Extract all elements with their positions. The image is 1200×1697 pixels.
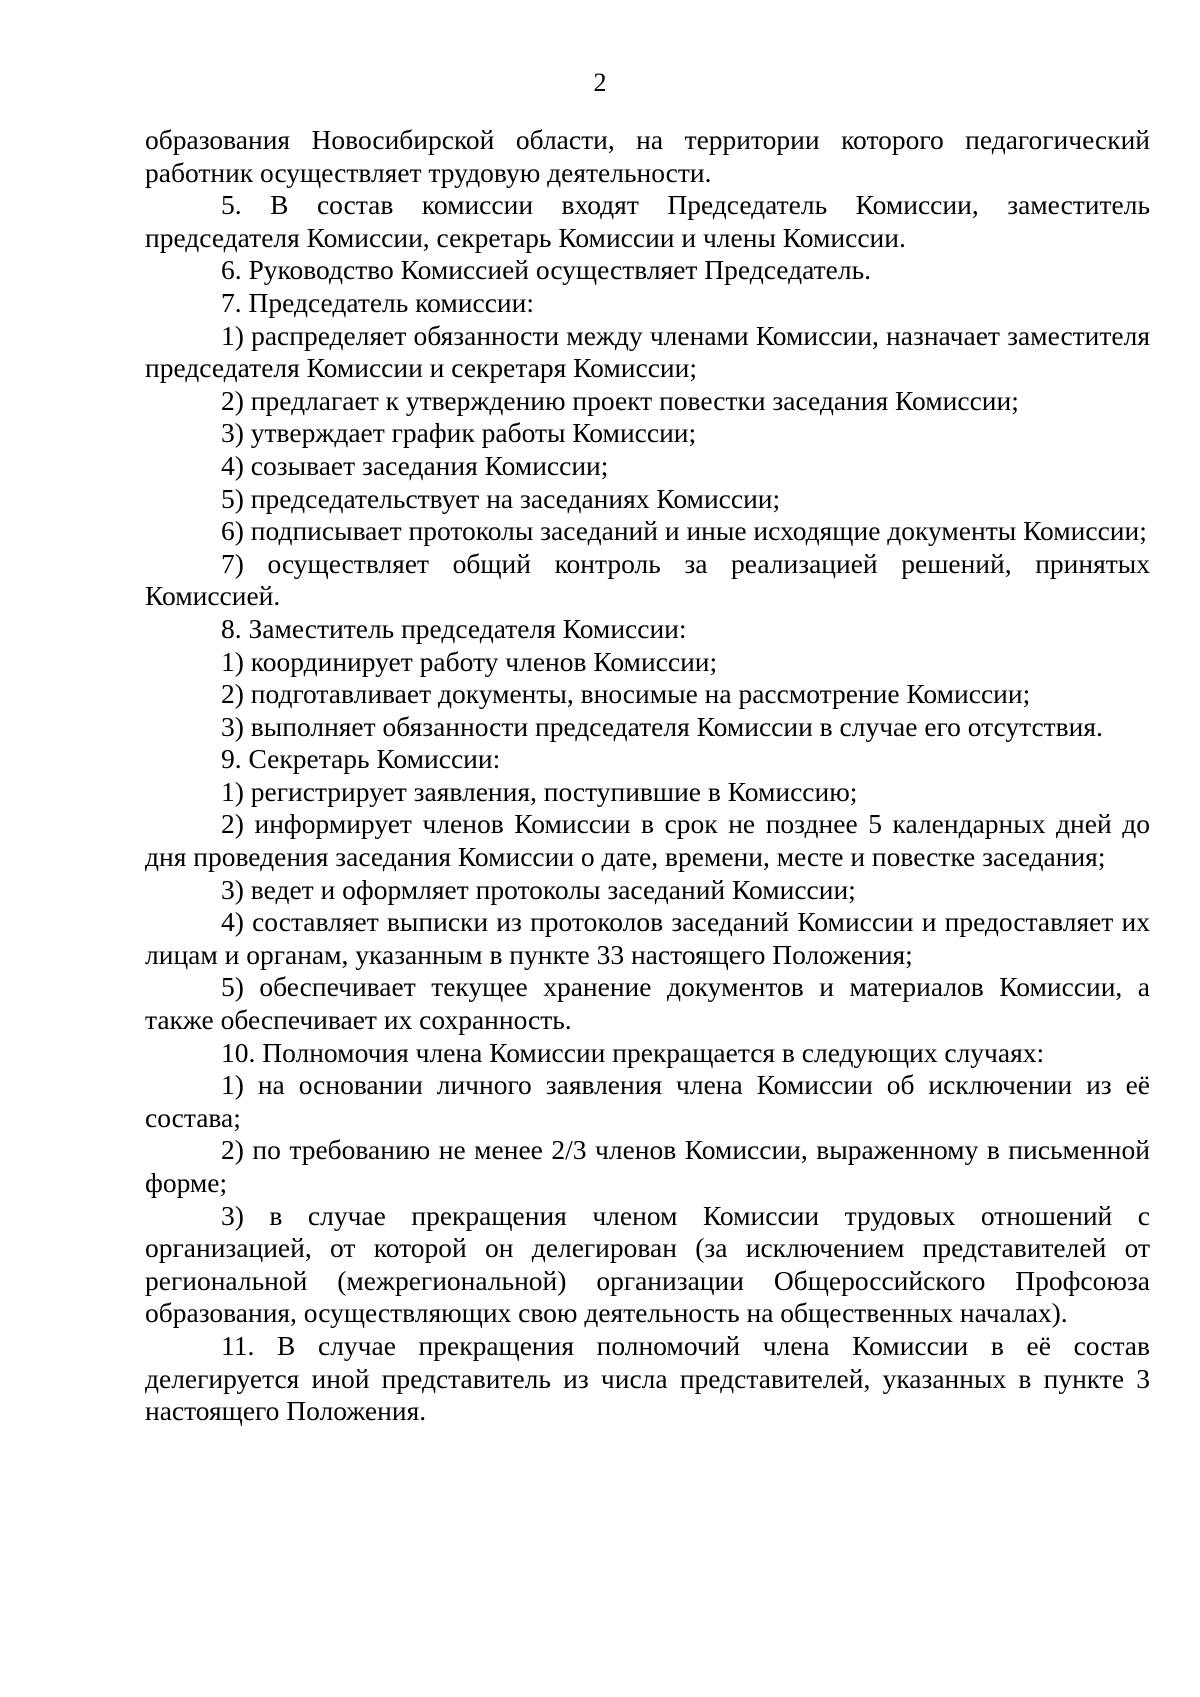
paragraph: 3) ведет и оформляет протоколы заседаний Комиссии;: [221, 873, 856, 905]
paragraph: 4) созывает заседания Комиссии;: [221, 449, 609, 481]
paragraph: 10. Полномочия члена Комиссии прекращается в следующих случаях:: [221, 1036, 1045, 1068]
paragraph: 2) подготавливает документы, вносимые на рассмотрение Комиссии;: [221, 678, 1031, 710]
paragraph: 3) выполняет обязанности председателя Комиссии в случае его отсутствия.: [221, 710, 1103, 742]
paragraph: 5) обеспечивает текущее хранение документов и материалов Комиссии, а также обеспечивает их сохранность.: [145, 971, 1150, 1036]
paragraph: 1) распределяет обязанности между членами Комиссии, назначает заместителя председателя Комиссии и секретаря Комиссии;: [145, 319, 1150, 384]
paragraph: 11. В случае прекращения полномочий члена Комиссии в её состав делегируется иной представитель из числа представителей, указанных в пункте 3 настоящего Положения.: [145, 1329, 1150, 1427]
paragraph: 7. Председатель комиссии:: [221, 286, 534, 318]
document-body: [145, 124, 1150, 1428]
paragraph: 8. Заместитель председателя Комиссии:: [221, 612, 687, 644]
paragraph: 2) предлагает к утверждению проект повестки заседания Комиссии;: [221, 384, 1019, 416]
paragraph: 5. В состав комиссии входят Председатель Комиссии, заместитель председателя Комиссии, секретарь Комиссии и члены Комиссии.: [145, 189, 1150, 253]
paragraph: 6) подписывает протоколы заседаний и иные исходящие документы Комиссии;: [221, 515, 1147, 547]
paragraph: 4) составляет выписки из протоколов заседаний Комиссии и предоставляет их лицам и органам, указанным в пункте 33 настоящего Положения;: [145, 906, 1150, 970]
paragraph: 9. Секретарь Комиссии:: [221, 743, 501, 775]
paragraph: 1) координирует работу членов Комиссии;: [221, 645, 718, 677]
paragraph: образования Новосибирской области, на территории которого педагогический работник осуществляет трудовую деятельности.: [145, 124, 1150, 188]
paragraph: 1) регистрирует заявления, поступившие в Комиссию;: [221, 775, 858, 807]
paragraph: 6. Руководство Комиссией осуществляет Председатель.: [221, 254, 871, 286]
paragraph: 2) по требованию не менее 2/3 членов Комиссии, выраженному в письменной форме;: [145, 1134, 1150, 1198]
paragraph: 2) информирует членов Комиссии в срок не позднее 5 календарных дней до дня проведения заседания Комиссии о дате, времени, месте и повестке заседания;: [145, 808, 1150, 873]
paragraph: 1) на основании личного заявления члена Комиссии об исключении из её состава;: [145, 1069, 1150, 1133]
paragraph: 3) утверждает график работы Комиссии;: [221, 417, 697, 449]
paragraph: 3) в случае прекращения членом Комиссии трудовых отношений с организацией, от которой он делегирован (за исключением представителей от региональной (межрегиональной) организации Общероссийского Профсоюза образования, осуществляющих свою деятельность на общественных началах).: [145, 1199, 1150, 1329]
paragraph: 7) осуществляет общий контроль за реализацией решений, принятых Комиссией.: [145, 547, 1150, 612]
paragraph: 5) председательствует на заседаниях Комиссии;: [221, 482, 781, 514]
page-number: 2: [593, 68, 607, 97]
